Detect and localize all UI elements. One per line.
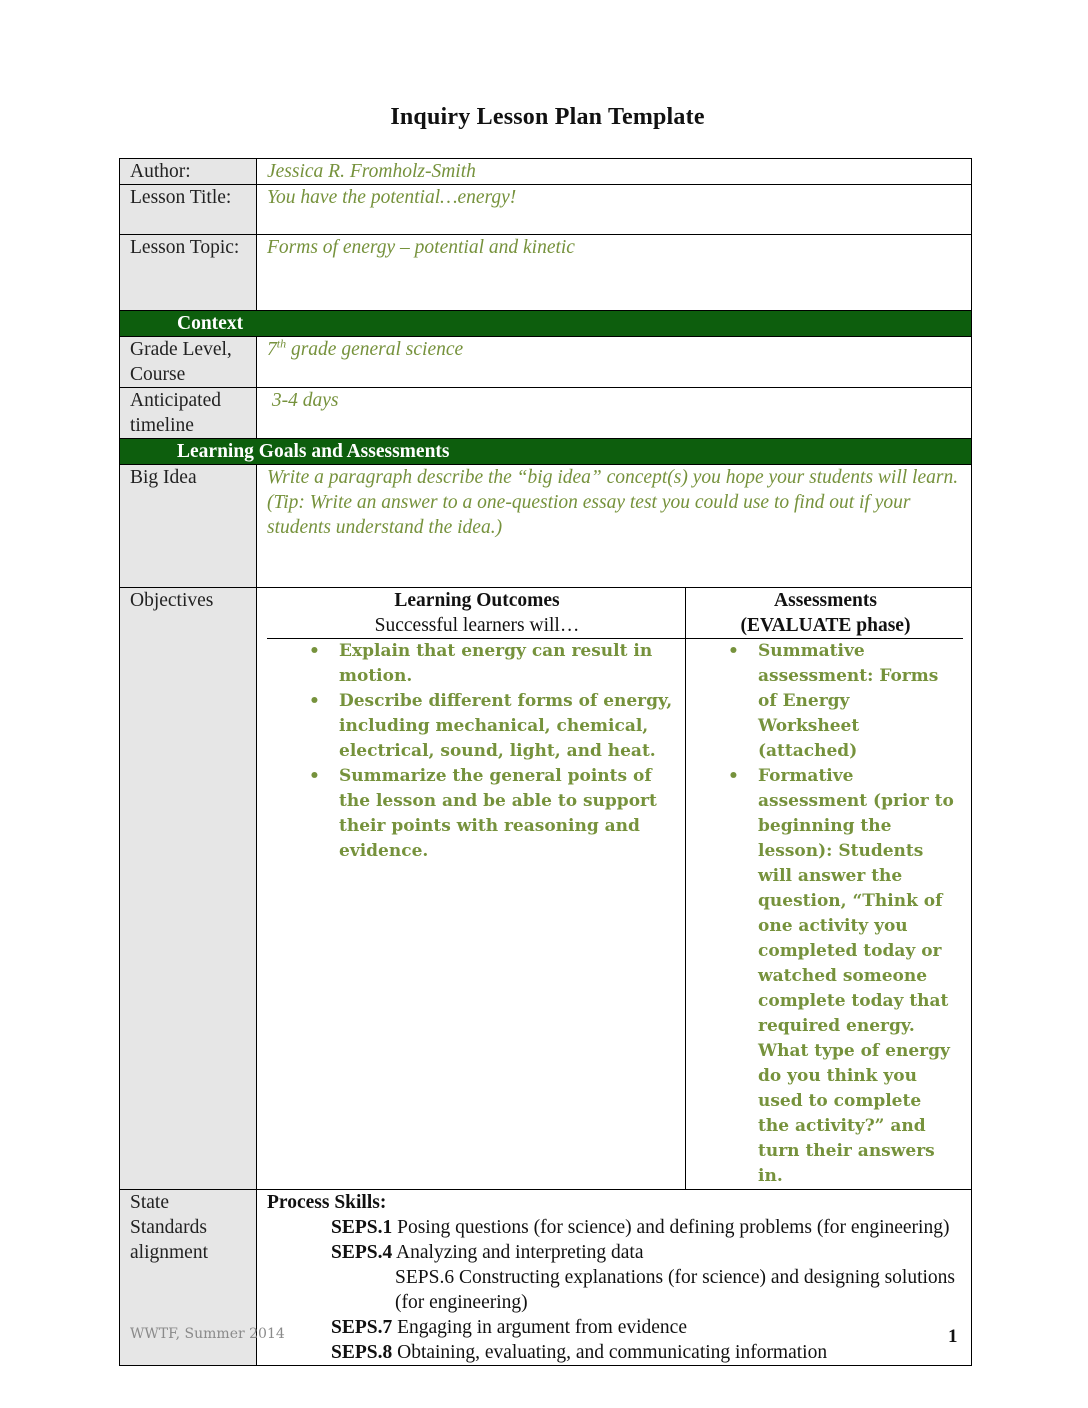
page-number: 1 [948,1326,958,1347]
goals-header-text: Learning Goals and Assessments [120,439,972,465]
standard-text: Constructing explanations (for science) and designing solutions (for engineering) [395,1267,956,1313]
standard-text: Obtaining, evaluating, and communicating information [392,1342,828,1363]
grade-level-label: Grade Level, Course [120,337,257,388]
standard-item [267,1340,963,1365]
footer-text: WWTF, Summer 2014 [130,1326,285,1342]
goals-section-header [120,439,972,465]
standards-label: State Standards alignment [120,1190,257,1366]
context-section-header [120,311,972,337]
standard-code: SEPS.6 [395,1267,455,1288]
objectives-row [120,588,972,1190]
standard-item [267,1265,963,1315]
standard-item [267,1215,963,1240]
page-title: Inquiry Lesson Plan Template [390,104,705,130]
lesson-title-label: Lesson Title: [120,185,257,235]
grade-number: 7 [267,339,277,360]
outcomes-list [267,639,685,864]
big-idea-label: Big Idea [120,465,257,588]
outcomes-header-title: Learning Outcomes [394,590,560,611]
lesson-topic-row [120,235,972,311]
lesson-plan-table [119,158,972,1366]
grade-level-row [120,337,972,388]
objectives-content [257,588,972,1190]
outcomes-header-subtitle: Successful learners will… [374,615,580,636]
big-idea-row [120,465,972,588]
lesson-title-value: You have the potential…energy! [257,185,972,235]
assessments-list [686,639,963,1189]
author-value: Jessica R. Fromholz-Smith [257,159,972,185]
big-idea-value: Write a paragraph describe the “big idea” concept(s) you hope your students will learn. (Tip: Write an answer to a one-question essay test you could use to find out if your students understand the idea.) [257,465,972,588]
author-row [120,159,972,185]
standard-code: SEPS.7 [331,1317,393,1338]
author-label: Author: [120,159,257,185]
process-skills-heading: Process Skills: [267,1192,387,1213]
assessments-header [686,588,964,639]
standard-item [267,1315,963,1340]
assessments-column [686,639,964,1190]
grade-suffix: th [276,336,287,351]
standard-text: Posing questions (for science) and defining problems (for engineering) [392,1217,950,1238]
grade-level-value [257,337,972,388]
standard-code: SEPS.4 [331,1242,393,1263]
assessment-item: • Summative assessment: Forms of Energy Worksheet (attached) [758,639,955,764]
standard-code: SEPS.8 [331,1342,393,1363]
standards-content [257,1190,972,1366]
assessments-header-title: Assessments [774,590,877,611]
outcomes-column [267,639,686,1190]
timeline-value [257,388,972,439]
objectives-label: Objectives [120,588,257,1190]
assessments-header-subtitle: (EVALUATE phase) [740,615,911,636]
assessment-item: • Formative assessment (prior to beginning the lesson): Students will answer the question, “Think of one activity you completed today or watched someone complete today that required energy. What type of energy do you think you used to complete the activity?” and turn their answers in. [758,764,955,1189]
timeline-row [120,388,972,439]
outcome-item: • Describe different forms of energy, including mechanical, chemical, electrical, sound, light, and heat. [339,689,677,764]
outcome-item: • Summarize the general points of the lesson and be able to support their points with reasoning and evidence. [339,764,677,864]
standard-item [267,1240,963,1265]
context-header-text: Context [120,311,972,337]
objectives-table [267,588,963,1189]
standard-text: Analyzing and interpreting data [392,1242,644,1263]
timeline-label: Anticipated timeline [120,388,257,439]
outcome-item: • Explain that energy can result in motion. [339,639,677,689]
outcomes-header [267,588,686,639]
standard-text: Engaging in argument from evidence [392,1317,687,1338]
standard-code: SEPS.1 [331,1217,393,1238]
lesson-title-row [120,185,972,235]
lesson-topic-label: Lesson Topic: [120,235,257,311]
timeline-text: 3-4 days [271,390,339,411]
lesson-topic-value: Forms of energy – potential and kinetic [257,235,972,311]
grade-course: grade general science [286,339,464,360]
